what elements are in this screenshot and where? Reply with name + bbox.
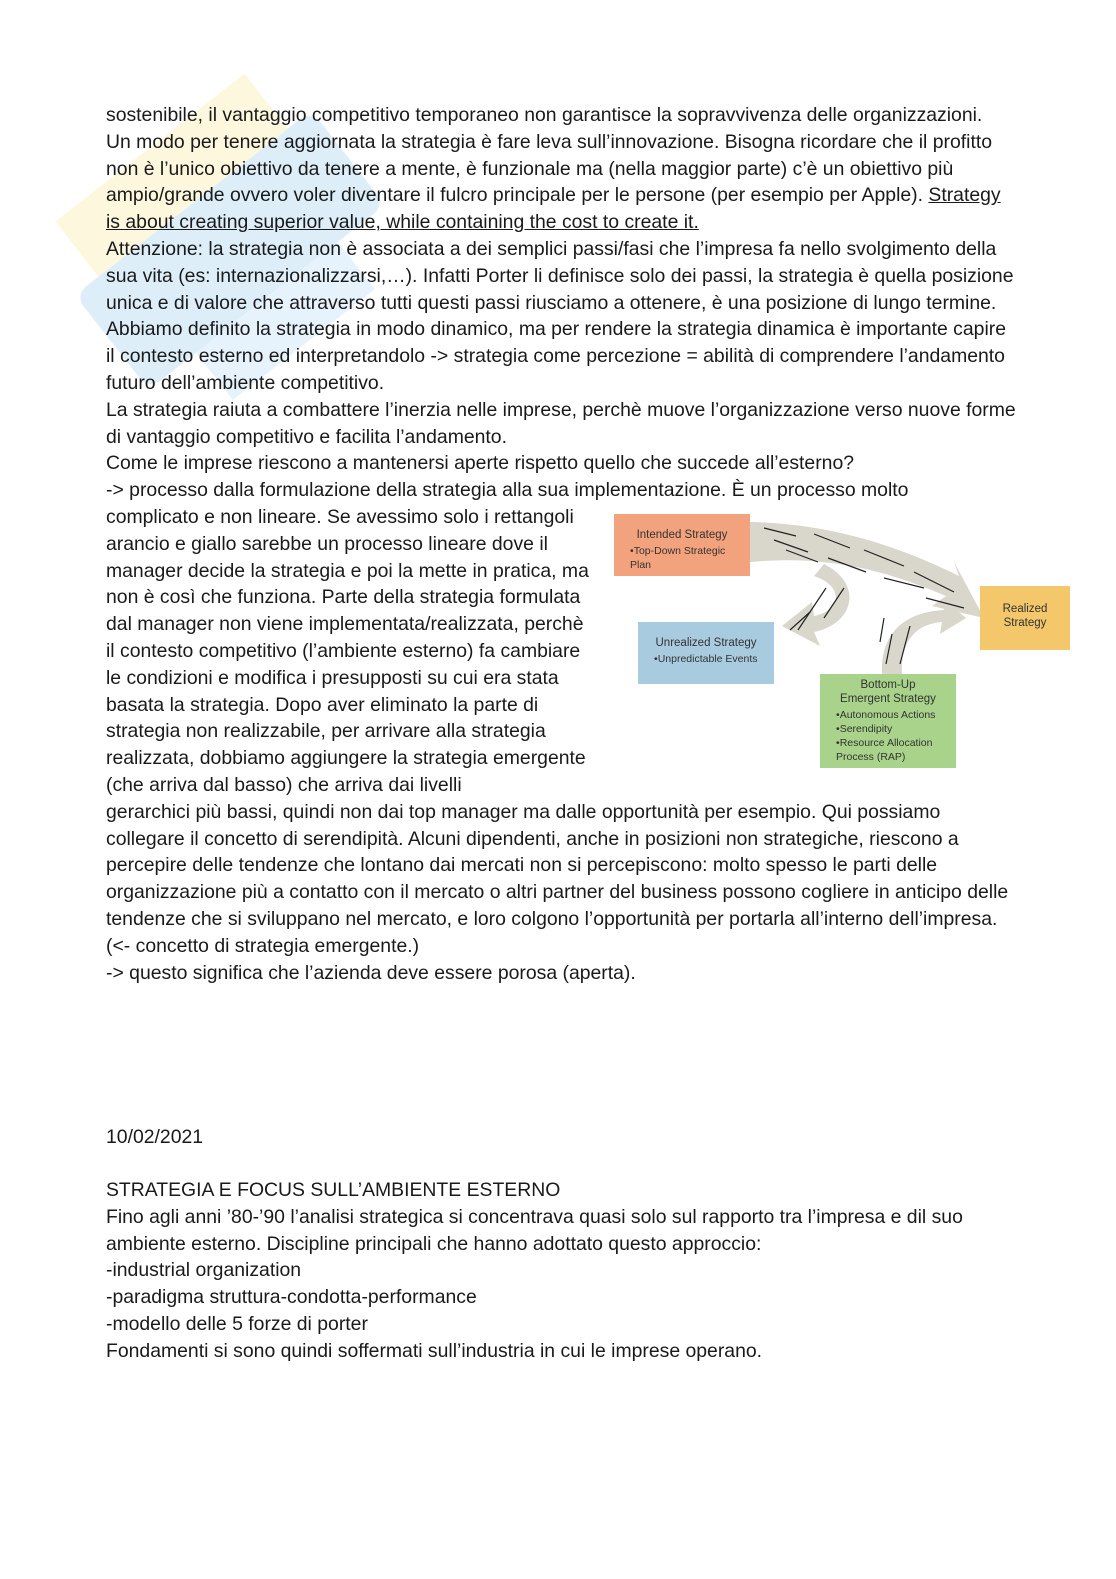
box-subtitle: Emergent Strategy — [840, 692, 936, 705]
wrapped-paragraph: complicato e non lineare. Se avessimo solo i rettangoli arancio e giallo sarebbe un processo lineare dove il manager decide la strategia e poi la mette in pratica, ma non è così che funziona. Parte della strategia formulata dal manager non viene implementata/realizzata, perchè il contesto competitivo (l’ambiente esterno) fa cambiare le condizioni e modifica i presupposti su cui era stata basata la strategia. Dopo aver eliminato la parte di strategia non realizzabile, per arrivare alla strategia realizzata, dobbiamo aggiungere la strategia emergente (che arriva dal basso) che arriva dai livelli — [106, 505, 589, 796]
box-item: • Autonomous Actions — [836, 708, 950, 722]
list-item: -paradigma struttura-condotta-performance — [106, 1286, 477, 1309]
unrealized-strategy-box — [638, 622, 774, 684]
paragraph: Fino agli anni ’80-’90 l’analisi strategica si concentrava quasi solo sul rapporto tra l’impresa e dil suo ambiente esterno. Discipline principali che hanno adottato questo approccio: — [106, 1205, 963, 1255]
box-item: • Resource Allocation Process (RAP) — [836, 736, 950, 764]
bottom-up-strategy-box — [820, 674, 956, 768]
box-item: • Unpredictable Events — [654, 652, 768, 666]
box-title: Bottom-Up — [860, 678, 916, 691]
paragraph: Un modo per tenere aggiornata la strategia è fare leva sull’innovazione. Bisogna ricordare che il profitto non è l’unico obiettivo da tenere a mente, è funzionale ma (nella maggior parte) c’è un obiettivo più ampio/grande ovvero voler diventare il fulcro principale per le persone (per esempio per Apple). — [106, 130, 993, 207]
list-item: -industrial organization — [106, 1259, 302, 1282]
intended-strategy-box — [614, 514, 750, 576]
paragraph: Attenzione: la strategia non è associata a dei semplici passi/fasi che l’impresa fa nello svolgimento della sua vita (es: internazionalizzarsi,…). Infatti Porter li definisce solo dei passi, la strategia è quella posizione unica e di valore che attraverso tutti questi passi riusciamo a ottenere, è una posizione di lungo termine. — [106, 237, 1014, 314]
box-title: Unrealized Strategy — [655, 636, 757, 649]
list-item: -modello delle 5 forze di porter — [106, 1313, 368, 1336]
paragraph: gerarchici più bassi, quindi non dai top manager ma dalle opportunità per esempio. Qui possiamo collegare il concetto di serendipità. Alcuni dipendenti, anche in posizioni non strategiche, riescono a percepire delle tendenze che lontano dai mercati non si percepiscono: molto spesso le parti delle organizzazione più a contatto con il mercato o altri partner del business possono cogliere in anticipo delle tendenze che si sviluppano nel mercato, e loro colgono l’opportunità per portarla all’interno dell’impresa. (<- concetto di strategia emergente.) — [106, 800, 1009, 957]
section-title: STRATEGIA E FOCUS SULL’AMBIENTE ESTERNO — [106, 1179, 561, 1202]
box-title: Realized Strategy — [1002, 602, 1048, 629]
strategy-diagram — [614, 514, 1074, 774]
document-page — [106, 102, 1048, 1365]
text-with-figure — [106, 504, 1048, 799]
paragraph: Abbiamo definito la strategia in modo dinamico, ma per rendere la strategia dinamica è importante capire il contesto esterno ed interpretandolo -> strategia come percezione = abilità di comprendere l’andamento futuro dell’ambiente competitivo. — [106, 318, 1006, 394]
paragraph: Come le imprese riescono a mantenersi aperte rispetto quello che succede all’esterno? — [106, 452, 855, 475]
box-item: • Top-Down Strategic Plan — [630, 544, 744, 572]
date: 10/02/2021 — [106, 1126, 204, 1149]
paragraph: -> questo significa che l’azienda deve essere porosa (aperta). — [106, 961, 636, 984]
realized-strategy-box — [980, 586, 1070, 650]
paragraph: Fondamenti si sono quindi soffermati sull’industria in cui le imprese operano. — [106, 1339, 763, 1362]
underlined-quote: Strategy is about creating superior value, while containing the cost to create it. — [106, 184, 1001, 234]
box-item: • Serendipity — [836, 722, 950, 736]
paragraph: -> processo dalla formulazione della strategia alla sua implementazione. È un processo molto — [106, 479, 909, 502]
paragraph: La strategia raiuta a combattere l’inerzia nelle imprese, perchè muove l’organizzazione verso nuove forme di vantaggio competitivo e facilita l’andamento. — [106, 398, 1016, 448]
box-title: Intended Strategy — [636, 528, 728, 541]
paragraph: sostenibile, il vantaggio competitivo temporaneo non garantisce la sopravvivenza delle organizzazioni. — [106, 104, 983, 126]
